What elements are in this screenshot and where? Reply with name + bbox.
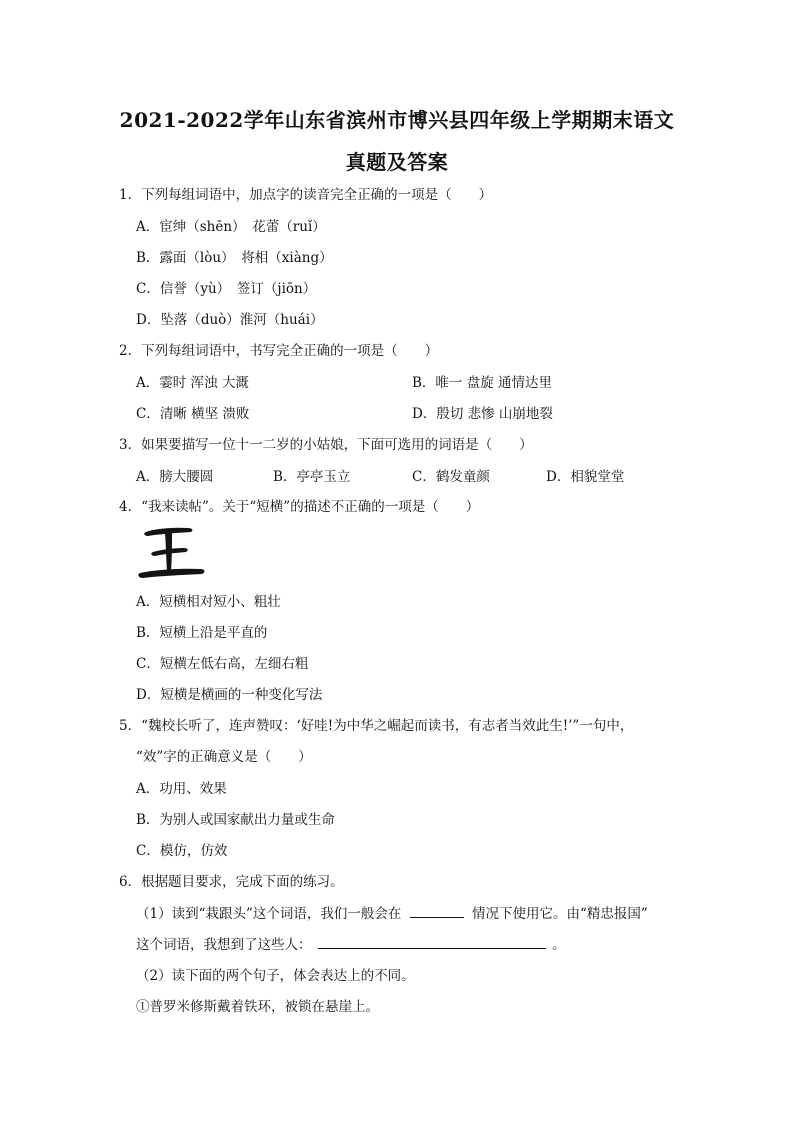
question-1-stem: 1．下列每组词语中，加点字的读音完全正确的一项是（ ） xyxy=(119,187,493,203)
document-title-line-2: 真题及答案 xyxy=(345,150,449,174)
question-4-option-c: C．短横左低右高，左细右粗 xyxy=(136,656,309,672)
question-5-stem-line-2: “效”字的正确意义是（ ） xyxy=(136,749,312,765)
question-4-option-d: D．短横是横画的一种变化写法 xyxy=(136,687,323,703)
answer-blank-situation[interactable] xyxy=(410,905,464,918)
question-6-stem: 6．根据题目要求，完成下面的练习。 xyxy=(119,874,344,890)
answer-blank-people[interactable] xyxy=(318,936,546,949)
calligraphy-wang-image xyxy=(136,522,208,584)
question-5-option-b: B．为别人或国家献出力量或生命 xyxy=(136,812,335,828)
question-6-part-1-text-c: 这个词语，我想到了这些人： xyxy=(136,937,312,953)
question-6-part-1-text-a: （1）读到“栽跟头”这个词语，我们一般会在 xyxy=(136,906,402,922)
question-3-stem: 3．如果要描写一位十一二岁的小姑娘，下面可选用的词语是（ ） xyxy=(119,437,533,453)
question-3-option-d: D．相貌堂堂 xyxy=(546,469,625,485)
question-2-option-c: C．清晰 横坚 溃败 xyxy=(136,406,250,422)
question-2-option-d: D．殷切 悲惨 山崩地裂 xyxy=(412,406,553,422)
question-2-option-b: B．唯一 盘旋 通情达里 xyxy=(412,375,553,391)
question-6-part-1-line-1 xyxy=(136,905,648,923)
question-1-option-c: C．信誉（yù） 签订（jiōn） xyxy=(136,281,317,297)
question-4-option-b: B．短横上沿是平直的 xyxy=(136,625,268,641)
question-6-part-1-text-b: 情况下使用它。由“精忠报国” xyxy=(472,906,648,922)
question-2-stem: 2．下列每组词语中，书写完全正确的一项是（ ） xyxy=(119,343,439,359)
question-2-option-a: A．霎时 浑浊 大溉 xyxy=(136,375,249,391)
question-3-option-a: A．膀大腰圆 xyxy=(136,469,214,485)
question-5-option-c: C．模仿，仿效 xyxy=(136,843,228,859)
question-5-option-a: A．功用、效果 xyxy=(136,781,227,797)
question-1-option-a: A．宦绅（shēn） 花蕾（ruǐ） xyxy=(136,219,326,235)
question-4-option-a: A．短横相对短小、粗壮 xyxy=(136,594,281,610)
question-6-part-2: （2）读下面的两个句子，体会表达上的不同。 xyxy=(136,968,415,984)
question-3-option-b: B．亭亭玉立 xyxy=(273,469,351,485)
document-title-line-1: 2021-2022学年山东省滨州市博兴县四年级上学期期末语文 xyxy=(119,108,675,132)
question-6-part-1-line-2 xyxy=(136,936,566,954)
question-6-part-1-text-d: 。 xyxy=(552,937,566,953)
question-1-option-b: B．露面（lòu） 将相（xiàng） xyxy=(136,250,333,266)
question-5-stem-line-1: 5．“魏校长听了，连声赞叹：‘好哇!为中华之崛起而读书，有志者当效此生!’”一句中， xyxy=(119,718,634,734)
question-4-stem: 4．“我来读帖”。关于“短横”的描述不正确的一项是（ ） xyxy=(119,499,480,515)
question-3-option-c: C．鹤发童颜 xyxy=(412,469,490,485)
question-6-sentence-1: ①普罗米修斯戴着铁环，被锁在悬崖上。 xyxy=(136,999,379,1015)
question-1-option-d: D．坠落（duò）淮河（huái） xyxy=(136,312,324,328)
